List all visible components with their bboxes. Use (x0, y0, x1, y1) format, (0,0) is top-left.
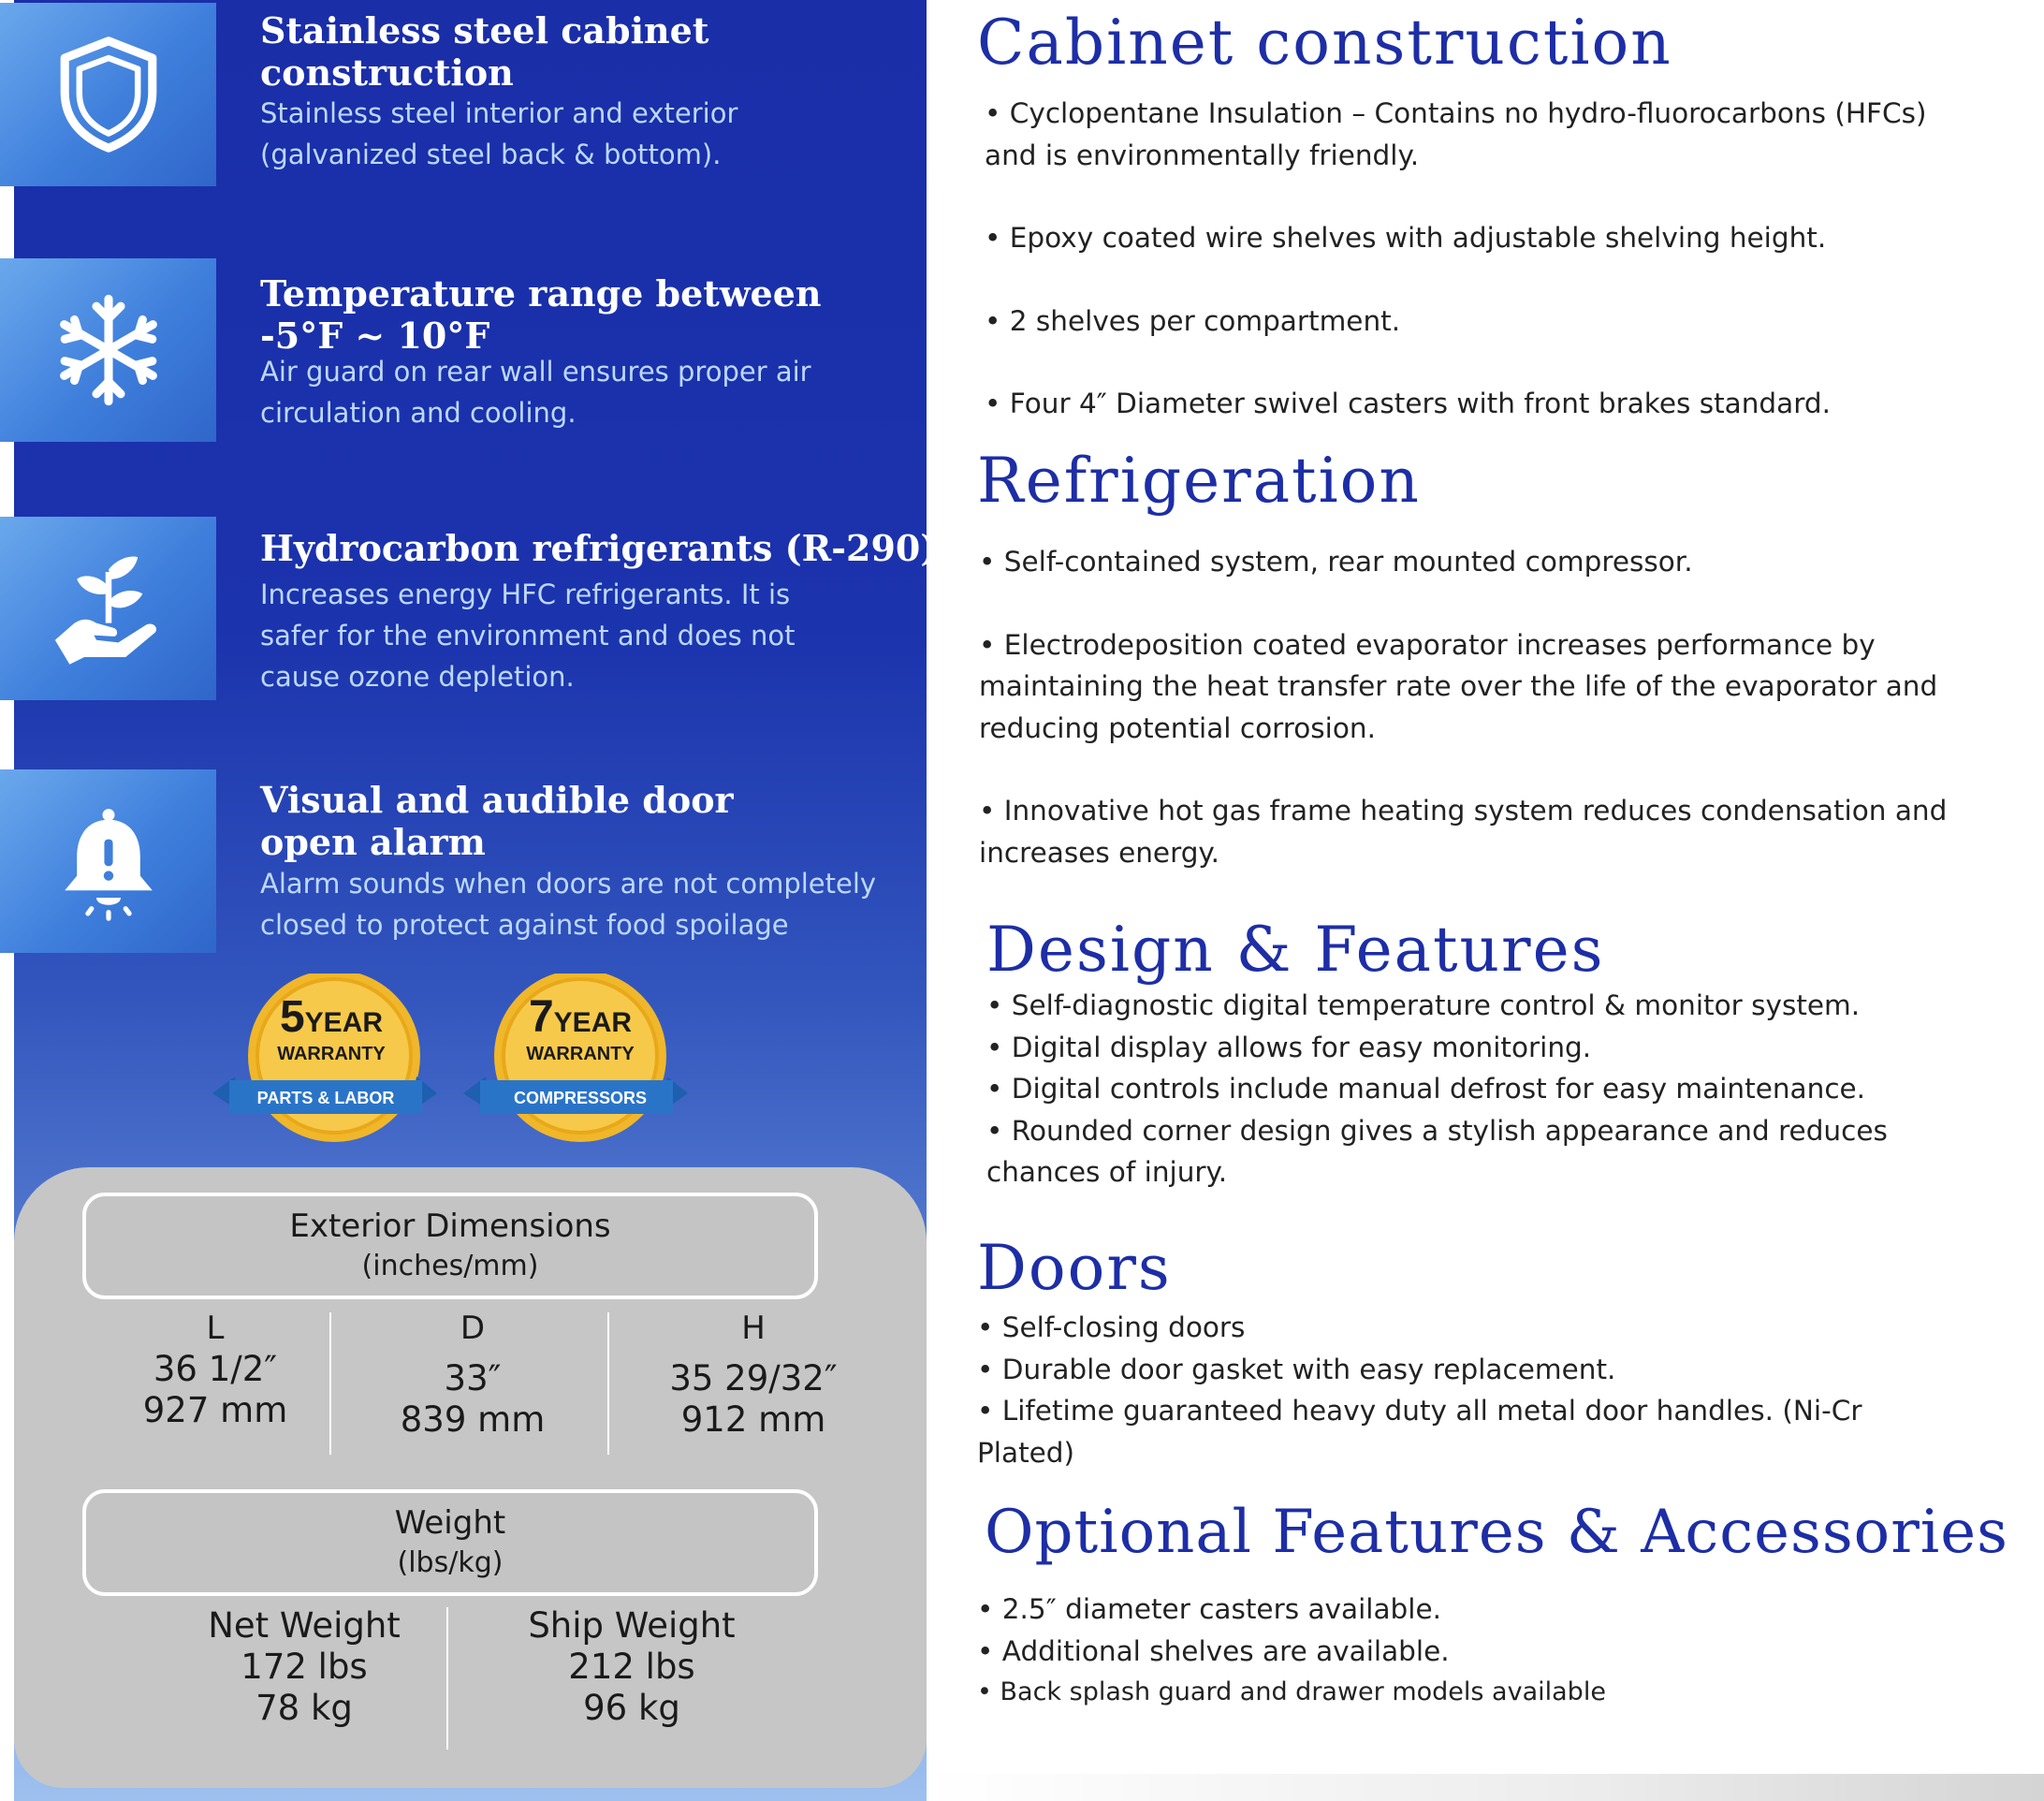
column-divider (607, 1312, 609, 1455)
feature-tile-refrigerant (0, 517, 216, 700)
feature-tile-alarm (0, 769, 216, 953)
alarm-bell-icon (48, 800, 169, 922)
feature-title: Temperature range between -5°F ~ 10°F (260, 272, 822, 357)
list-item: • Cyclopentane Insulation – Contains no hydro-fluorocarbons (HFCs) and is environmentally friendly. (985, 97, 1927, 171)
list-item: • Four 4″ Diameter swivel casters with front brakes standard. (985, 388, 1831, 419)
dimension-length: L 36 1/2″ 927 mm (142, 1310, 288, 1430)
section-title-optional: Optional Features & Accessories (985, 1498, 2008, 1567)
feature-description: Increases energy HFC refrigerants. It is safer for the environment and does not cause ozone depletion. (260, 578, 796, 693)
feature-title: Visual and audible door open alarm (260, 779, 734, 863)
dimensions-header: Exterior Dimensions (inches/mm) (82, 1193, 818, 1299)
optional-bullets (977, 1589, 1606, 1714)
list-item: • Innovative hot gas frame heating system reduces condensation and increases energy. (979, 795, 1948, 869)
page-bottom-shadow (927, 1774, 2044, 1801)
section-title-design: Design & Features (986, 914, 1605, 986)
list-item: • Digital controls include manual defrost for easy maintenance. (986, 1073, 1866, 1105)
net-weight: Net Weight 172 lbs 78 kg (208, 1605, 401, 1728)
list-item: • Electrodeposition coated evaporator increases performance by maintaining the heat transfer rate over the life of the evaporator and reducing potential corrosion. (979, 628, 1938, 744)
list-item: • 2.5″ diameter casters available. (977, 1593, 1441, 1625)
svg-text:WARRANTY: WARRANTY (526, 1044, 635, 1064)
svg-text:PARTS & LABOR: PARTS & LABOR (256, 1089, 395, 1107)
list-item: • Digital display allows for easy monitoring. (986, 1031, 1592, 1063)
warranty-badge-5-year (212, 974, 437, 1142)
shield-icon (48, 34, 169, 155)
section-title-doors: Doors (977, 1232, 1172, 1304)
list-item: • Self-closing doors (977, 1311, 1246, 1343)
column-divider (329, 1312, 331, 1455)
cabinet-bullets (985, 93, 1926, 425)
specifications-card (14, 1167, 927, 1788)
refrigeration-bullets (979, 541, 1947, 873)
svg-text:5YEAR: 5YEAR (279, 992, 384, 1042)
weight-header: Weight (lbs/kg) (82, 1489, 818, 1596)
svg-text:7YEAR: 7YEAR (528, 992, 633, 1042)
list-item: • Additional shelves are available. (977, 1634, 1450, 1667)
feature-tile-stainless (0, 3, 216, 186)
section-title-refrigeration: Refrigeration (977, 445, 1421, 517)
list-item: • 2 shelves per compartment. (985, 304, 1401, 337)
feature-description: Alarm sounds when doors are not completely closed to protect against food spoilage (260, 868, 877, 941)
feature-description: Air guard on rear wall ensures proper air circulation and cooling. (260, 356, 811, 429)
dimension-height: H 35 29/32″ 912 mm (669, 1310, 838, 1440)
column-divider (446, 1607, 448, 1750)
feature-tile-temperature (0, 258, 216, 442)
warranty-badge-7-year (463, 974, 688, 1142)
snowflake-icon (48, 289, 169, 411)
section-title-cabinet: Cabinet construction (977, 7, 1672, 79)
svg-text:WARRANTY: WARRANTY (277, 1044, 386, 1064)
list-item: • Lifetime guaranteed heavy duty all metal door handles. (Ni-Cr Plated) (977, 1395, 1862, 1469)
ship-weight: Ship Weight 212 lbs 96 kg (528, 1605, 736, 1728)
doors-bullets (977, 1307, 1862, 1473)
list-item: • Rounded corner design gives a stylish appearance and reduces chances of injury. (986, 1114, 1888, 1188)
svg-text:COMPRESSORS: COMPRESSORS (513, 1089, 648, 1107)
feature-description: Stainless steel interior and exterior (galvanized steel back & bottom). (260, 97, 738, 170)
dimension-depth: D 33″ 839 mm (400, 1310, 546, 1440)
feature-title: Stainless steel cabinet construction (260, 9, 709, 94)
list-item: • Back splash guard and drawer models available (977, 1677, 1606, 1706)
list-item: • Self-contained system, rear mounted compressor. (979, 546, 1693, 578)
design-bullets (986, 985, 1888, 1193)
list-item: • Epoxy coated wire shelves with adjustable shelving height. (985, 222, 1827, 254)
feature-title: Hydrocarbon refrigerants (R-290) (260, 527, 938, 569)
list-item: • Durable door gasket with easy replacement. (977, 1353, 1616, 1385)
list-item: • Self-diagnostic digital temperature control & monitor system. (986, 989, 1861, 1021)
plant-in-hand-icon (48, 548, 169, 669)
